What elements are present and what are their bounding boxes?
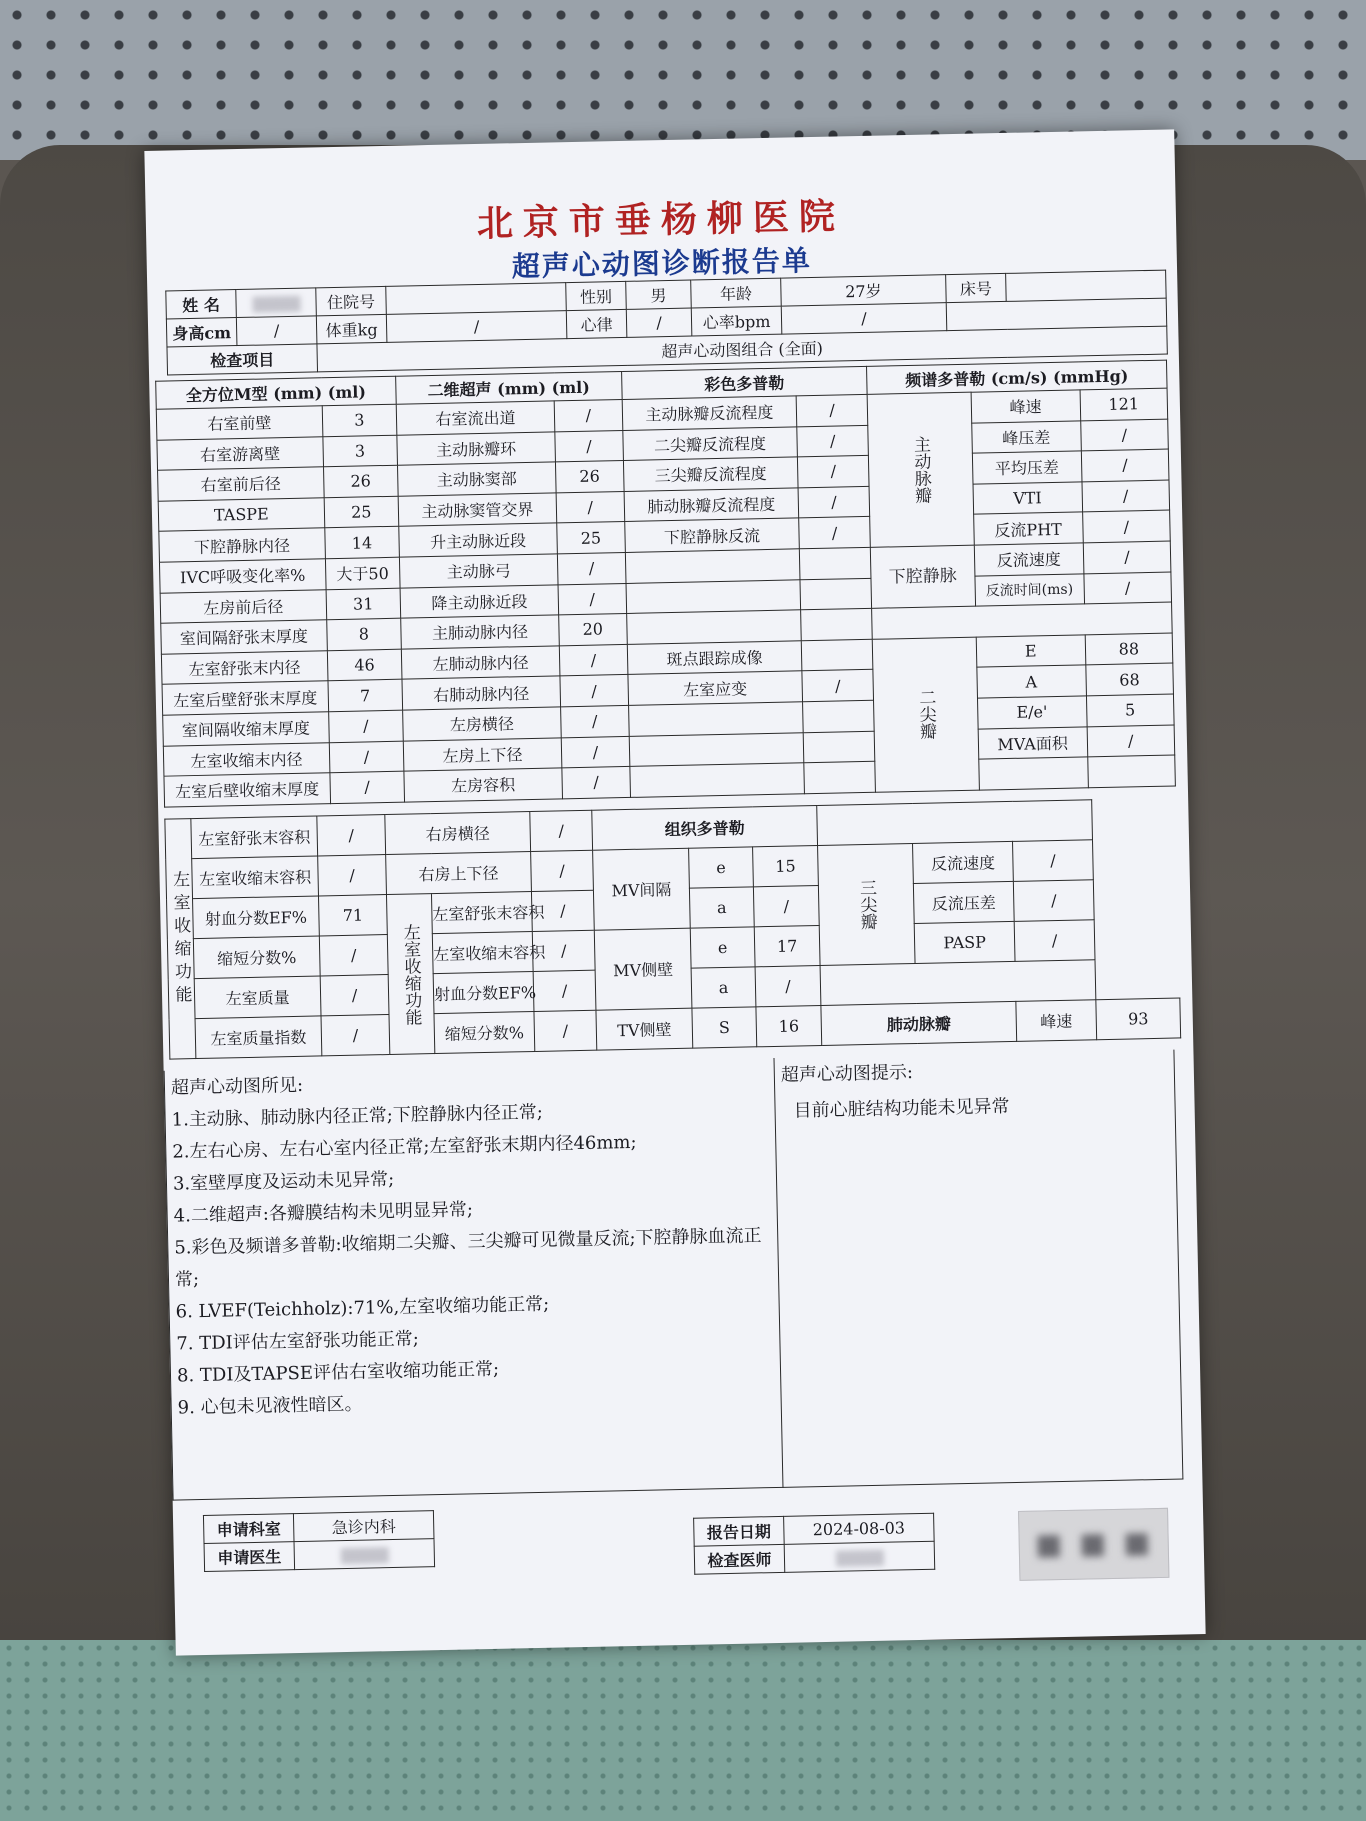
row-value bbox=[803, 700, 875, 732]
row-label: 反流PHT bbox=[973, 512, 1083, 545]
row-value: / bbox=[320, 975, 389, 1016]
row-label: VTI bbox=[973, 482, 1083, 515]
tissue-wave: e bbox=[690, 927, 755, 968]
conclusion-text: 目前心脏结构功能未见异常 bbox=[793, 1096, 1010, 1122]
row-value: / bbox=[556, 491, 624, 523]
row-value: 71 bbox=[318, 895, 387, 936]
redacted-mark bbox=[1038, 1535, 1060, 1557]
tissue-wave: a bbox=[689, 887, 754, 928]
aortic-valve-group-label: 主动脉瓣 bbox=[867, 392, 974, 547]
examiner-value bbox=[784, 1541, 935, 1572]
findings-section bbox=[164, 1050, 1183, 1501]
row-value: / bbox=[1084, 572, 1172, 604]
row-label bbox=[628, 702, 803, 736]
sex-label: 性别 bbox=[566, 281, 627, 310]
row-label: 主动脉窦部 bbox=[397, 462, 556, 496]
row-value: / bbox=[330, 771, 405, 803]
conclusion-cell bbox=[774, 1050, 1183, 1488]
row-value: / bbox=[796, 394, 868, 426]
height-label: 身高cm bbox=[166, 318, 237, 347]
tissue-value: / bbox=[755, 965, 821, 1006]
redacted-name bbox=[252, 295, 300, 312]
tricuspid-group-label: 三尖瓣 bbox=[818, 844, 915, 966]
row-label: 主动脉瓣环 bbox=[397, 432, 556, 466]
doctor-label: 申请医生 bbox=[204, 1542, 295, 1572]
finding-item: 5.彩色及频谱多普勒:收缩期二尖瓣、三尖瓣可见微量反流;下腔静脉血流正常; bbox=[174, 1225, 762, 1291]
row-label: 峰压差 bbox=[971, 421, 1081, 454]
row-label: 二尖瓣反流程度 bbox=[622, 426, 797, 460]
row-value: / bbox=[798, 456, 870, 488]
row-value: 8 bbox=[326, 618, 401, 650]
name-label: 姓 名 bbox=[166, 290, 237, 319]
row-value: / bbox=[802, 670, 874, 702]
conclusion-title: 超声心动图提示: bbox=[780, 1062, 914, 1086]
row-label: 缩短分数% bbox=[193, 936, 320, 979]
row-value: / bbox=[329, 741, 404, 773]
row-value bbox=[801, 608, 873, 640]
row-label: 左室舒张末内径 bbox=[161, 650, 327, 684]
name-value bbox=[236, 288, 317, 318]
row-label: 斑点跟踪成像 bbox=[627, 641, 802, 675]
row-label: 左室收缩末容积 bbox=[432, 931, 533, 973]
row-value: / bbox=[531, 890, 594, 931]
row-label: 左肺动脉内径 bbox=[401, 646, 560, 680]
inpatient-label: 住院号 bbox=[316, 286, 387, 315]
row-label: 左房前后径 bbox=[160, 589, 326, 623]
pulmonary-measure-label: 峰速 bbox=[1016, 1000, 1097, 1042]
report-date-label: 报告日期 bbox=[694, 1516, 785, 1546]
row-label: 左室收缩末内径 bbox=[163, 742, 329, 776]
sex-value: 男 bbox=[626, 280, 692, 309]
finding-item: 4.二维超声:各瓣膜结构未见明显异常; bbox=[173, 1199, 474, 1227]
row-label: 反流速度 bbox=[974, 543, 1084, 576]
row-value: 31 bbox=[326, 588, 401, 620]
row-value: / bbox=[321, 1015, 390, 1056]
row-label: 右室流出道 bbox=[396, 401, 555, 435]
tissue-site: TV侧壁 bbox=[596, 1008, 693, 1050]
row-value bbox=[799, 547, 871, 579]
row-value: / bbox=[561, 705, 629, 737]
row-value: / bbox=[1083, 541, 1171, 573]
weight-value: / bbox=[386, 311, 567, 343]
height-value: / bbox=[236, 316, 317, 346]
bed-label: 床号 bbox=[946, 273, 1007, 302]
row-value: / bbox=[531, 850, 594, 891]
row-value: / bbox=[317, 815, 386, 856]
color-doppler-header: 彩色多普勒 bbox=[621, 366, 867, 399]
twod-header: 二维超声 (mm) (ml) bbox=[396, 372, 622, 405]
row-label: 右肺动脉内径 bbox=[402, 676, 561, 710]
row-label: 反流时间(ms) bbox=[975, 573, 1085, 606]
row-label: 降主动脉近段 bbox=[400, 584, 559, 618]
row-value: / bbox=[1013, 840, 1094, 882]
row-label: 下腔静脉反流 bbox=[624, 518, 799, 552]
tissue-value: / bbox=[753, 885, 819, 926]
redacted-examiner bbox=[835, 1549, 883, 1566]
row-value: / bbox=[555, 430, 623, 462]
row-label bbox=[626, 579, 801, 613]
exam-label: 检查项目 bbox=[167, 344, 318, 375]
row-label: 左房容积 bbox=[404, 768, 563, 802]
row-value: / bbox=[532, 930, 595, 971]
doctor-value bbox=[294, 1539, 435, 1570]
row-label bbox=[626, 610, 801, 644]
row-value: / bbox=[559, 644, 627, 676]
row-value: / bbox=[534, 1010, 597, 1051]
row-value bbox=[804, 761, 876, 793]
row-label: 缩短分数% bbox=[434, 1011, 535, 1053]
dept-value: 急诊内科 bbox=[293, 1511, 434, 1542]
measurement-table bbox=[155, 360, 1176, 808]
row-label: 左室舒张末容积 bbox=[191, 816, 318, 859]
row-value: / bbox=[1014, 920, 1095, 962]
age-label: 年龄 bbox=[691, 278, 782, 308]
row-label: A bbox=[976, 665, 1086, 698]
row-label: 左室舒张末容积 bbox=[431, 892, 532, 934]
row-label: 左室收缩末容积 bbox=[192, 856, 319, 899]
mitral-group-label: 二尖瓣 bbox=[872, 637, 979, 792]
row-label: 左室质量指数 bbox=[195, 1016, 322, 1059]
floor-background bbox=[0, 1640, 1366, 1821]
row-value: 46 bbox=[327, 649, 402, 681]
row-label: MVA面积 bbox=[978, 726, 1088, 759]
row-label: 反流速度 bbox=[913, 841, 1014, 883]
examiner-label: 检查医师 bbox=[694, 1544, 785, 1574]
finding-item: 3.室壁厚度及运动未见异常; bbox=[172, 1168, 395, 1195]
request-info-table bbox=[203, 1510, 435, 1572]
row-value: / bbox=[557, 552, 625, 584]
tissue-doppler-header: 组织多普勒 bbox=[592, 806, 818, 851]
report-sheet bbox=[144, 129, 1205, 1655]
tissue-wave: S bbox=[692, 1007, 757, 1048]
row-value: / bbox=[530, 810, 593, 851]
row-label bbox=[978, 757, 1088, 790]
row-label: 主动脉弓 bbox=[399, 554, 558, 588]
row-value: / bbox=[533, 970, 596, 1011]
lv-function-group-label: 左室收缩功能 bbox=[165, 819, 196, 1059]
rhythm-label: 心律 bbox=[566, 309, 627, 338]
tissue-site: MV侧壁 bbox=[594, 928, 692, 1010]
row-value: 5 bbox=[1086, 694, 1174, 726]
row-label: PASP bbox=[914, 921, 1015, 963]
hospital-name: 北京市垂杨柳医院 bbox=[476, 195, 846, 245]
row-value: 121 bbox=[1080, 388, 1168, 420]
row-value: / bbox=[318, 855, 387, 896]
row-value: / bbox=[799, 517, 871, 549]
row-value: / bbox=[558, 583, 626, 615]
redacted-mark bbox=[1126, 1533, 1148, 1555]
row-value: 3 bbox=[323, 435, 398, 467]
bed-value bbox=[1006, 270, 1167, 301]
finding-item: 2.左右心房、左右心室内径正常;左室舒张末期内径46mm; bbox=[172, 1131, 637, 1163]
hr-value: / bbox=[781, 303, 947, 334]
finding-item: 6. LVEF(Teichholz):71%,左室收缩功能正常; bbox=[175, 1293, 550, 1323]
row-value: / bbox=[1081, 449, 1169, 481]
report-title: 超声心动图诊断报告单 bbox=[511, 244, 813, 284]
row-label: 主肺动脉内径 bbox=[401, 615, 560, 649]
tissue-site: MV间隔 bbox=[593, 848, 691, 930]
row-value: 大于50 bbox=[325, 557, 400, 589]
row-label: 左室后壁收缩末厚度 bbox=[164, 773, 330, 807]
exam-value: 超声心动图组合 (全面) bbox=[317, 326, 1167, 372]
row-value: / bbox=[1082, 510, 1170, 542]
finding-item: 8. TDI及TAPSE评估右室收缩功能正常; bbox=[176, 1358, 500, 1387]
finding-item: 7. TDI评估左室舒张功能正常; bbox=[176, 1328, 420, 1355]
findings-title: 超声心动图所见: bbox=[170, 1074, 304, 1099]
weight-label: 体重kg bbox=[316, 314, 387, 343]
row-value: / bbox=[560, 675, 628, 707]
row-label: 主动脉瓣反流程度 bbox=[622, 396, 797, 430]
hr-label: 心率bpm bbox=[691, 306, 782, 336]
row-label: 左房上下径 bbox=[403, 737, 562, 771]
row-value bbox=[801, 639, 873, 671]
report-date-value: 2024-08-03 bbox=[784, 1513, 935, 1544]
row-value: / bbox=[797, 425, 869, 457]
row-value: / bbox=[561, 736, 629, 768]
row-label: 下腔静脉内径 bbox=[159, 528, 325, 562]
row-label: 室间隔舒张末厚度 bbox=[161, 620, 327, 654]
row-label: E/e' bbox=[977, 696, 1087, 729]
row-value: / bbox=[1082, 480, 1170, 512]
tissue-wave: e bbox=[689, 847, 754, 888]
row-value: / bbox=[1087, 725, 1175, 757]
row-label bbox=[629, 732, 804, 766]
row-label: 左室应变 bbox=[628, 671, 803, 705]
row-value: 3 bbox=[322, 404, 397, 436]
row-label: 右室游离壁 bbox=[157, 436, 323, 470]
rhythm-value: / bbox=[626, 308, 692, 337]
row-label: 右房上下径 bbox=[386, 852, 532, 895]
row-value: 25 bbox=[324, 496, 399, 528]
row-value: / bbox=[328, 710, 403, 742]
row-label bbox=[630, 763, 805, 797]
row-label: 主动脉窦管交界 bbox=[398, 493, 557, 527]
row-label: 平均压差 bbox=[972, 451, 1082, 484]
row-label: TASPE bbox=[158, 498, 324, 532]
redacted-doctor bbox=[340, 1547, 388, 1564]
pulmonary-valve-label: 肺动脉瓣 bbox=[821, 1001, 1017, 1045]
row-value: 68 bbox=[1086, 663, 1174, 695]
row-value: 25 bbox=[557, 522, 625, 554]
row-label: 反流压差 bbox=[913, 881, 1014, 923]
finding-item: 1.主动脉、肺动脉内径正常;下腔静脉内径正常; bbox=[171, 1101, 544, 1131]
age-value: 27岁 bbox=[781, 275, 947, 306]
row-label: 右室前壁 bbox=[156, 406, 322, 440]
tissue-value: 16 bbox=[756, 1005, 822, 1046]
row-value: 26 bbox=[556, 461, 624, 493]
ivc-group-label: 下腔静脉 bbox=[870, 545, 975, 608]
row-label: 右房横径 bbox=[385, 812, 531, 855]
row-label: 右室前后径 bbox=[158, 467, 324, 501]
row-label: E bbox=[976, 635, 1086, 668]
findings-table bbox=[164, 1050, 1184, 1501]
tissue-value: 15 bbox=[753, 846, 819, 887]
empty-cell bbox=[817, 800, 1093, 846]
row-value: / bbox=[554, 400, 622, 432]
row-label: 峰速 bbox=[971, 390, 1081, 423]
row-label: 左室质量 bbox=[194, 976, 321, 1019]
pulmonary-peak-value: 93 bbox=[1096, 998, 1181, 1040]
row-value: 26 bbox=[323, 465, 398, 497]
row-value: 88 bbox=[1085, 633, 1173, 665]
row-value bbox=[803, 731, 875, 763]
dept-label: 申请科室 bbox=[203, 1514, 294, 1544]
row-value: / bbox=[798, 486, 870, 518]
empty-cell bbox=[820, 960, 1096, 1006]
lv-function-group-label-2: 左室收缩功能 bbox=[386, 894, 434, 1055]
row-value: 20 bbox=[559, 614, 627, 646]
row-label: 射血分数EF% bbox=[433, 971, 534, 1013]
inpatient-value bbox=[386, 283, 567, 315]
tissue-value: 17 bbox=[754, 925, 820, 966]
tissue-wave: a bbox=[691, 967, 756, 1008]
findings-cell bbox=[164, 1058, 783, 1500]
report-info-table bbox=[693, 1513, 935, 1575]
row-value: / bbox=[319, 935, 388, 976]
row-label: 肺动脉瓣反流程度 bbox=[624, 488, 799, 522]
mmode-header: 全方位M型 (mm) (ml) bbox=[156, 376, 396, 409]
row-value: 7 bbox=[328, 680, 403, 712]
row-value: / bbox=[1013, 880, 1094, 922]
row-label bbox=[625, 549, 800, 583]
row-value: / bbox=[1080, 419, 1168, 451]
row-label: 三尖瓣反流程度 bbox=[623, 457, 798, 491]
row-label: IVC呼吸变化率% bbox=[159, 559, 325, 593]
row-label: 左房横径 bbox=[403, 707, 562, 741]
redacted-signature-stamp bbox=[1018, 1508, 1169, 1581]
row-value bbox=[800, 578, 872, 610]
function-table bbox=[164, 797, 1181, 1059]
row-value: 14 bbox=[325, 527, 400, 559]
row-value: / bbox=[562, 767, 630, 799]
row-label: 左室后壁舒张末厚度 bbox=[162, 681, 328, 715]
row-value bbox=[1087, 755, 1175, 787]
finding-item: 9. 心包未见液性暗区。 bbox=[177, 1393, 363, 1419]
row-label: 射血分数EF% bbox=[193, 896, 320, 939]
redacted-mark bbox=[1082, 1534, 1104, 1556]
row-label: 室间隔收缩末厚度 bbox=[163, 712, 329, 746]
spectral-doppler-header: 频谱多普勒 (cm/s) (mmHg) bbox=[867, 360, 1167, 394]
row-label: 升主动脉近段 bbox=[399, 523, 558, 557]
